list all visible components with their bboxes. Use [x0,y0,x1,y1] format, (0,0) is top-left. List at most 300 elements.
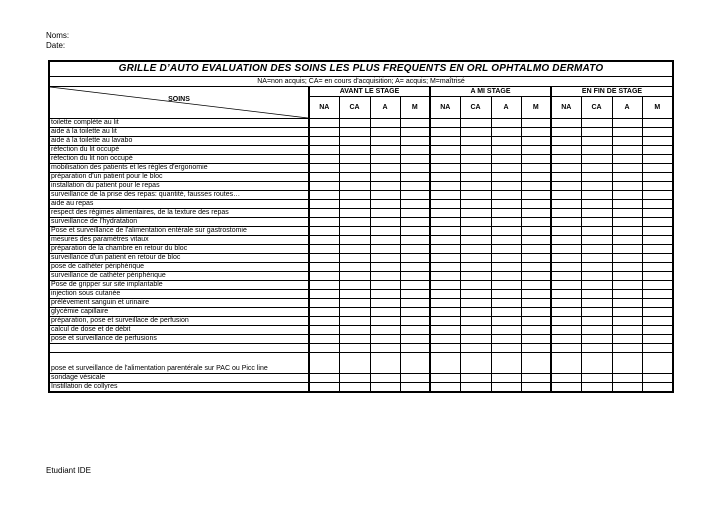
evaluation-cell[interactable] [491,236,521,245]
evaluation-cell[interactable] [370,218,400,227]
evaluation-cell[interactable] [551,281,581,290]
evaluation-cell[interactable] [521,317,551,326]
evaluation-cell[interactable] [339,299,370,308]
evaluation-cell[interactable] [612,263,642,272]
evaluation-cell[interactable] [491,182,521,191]
evaluation-cell[interactable] [612,317,642,326]
evaluation-cell[interactable] [521,254,551,263]
evaluation-cell[interactable] [491,353,521,374]
evaluation-cell[interactable] [551,209,581,218]
evaluation-cell[interactable] [581,254,612,263]
evaluation-cell[interactable] [491,290,521,299]
evaluation-cell[interactable] [612,182,642,191]
evaluation-cell[interactable] [370,236,400,245]
evaluation-cell[interactable] [370,272,400,281]
evaluation-cell[interactable] [581,155,612,164]
evaluation-cell[interactable] [642,200,673,209]
evaluation-cell[interactable] [460,191,491,200]
evaluation-cell[interactable] [491,317,521,326]
evaluation-cell[interactable] [491,281,521,290]
evaluation-cell[interactable] [521,200,551,209]
evaluation-cell[interactable] [309,155,339,164]
evaluation-cell[interactable] [521,344,551,353]
evaluation-cell[interactable] [400,374,430,383]
evaluation-cell[interactable] [521,383,551,393]
evaluation-cell[interactable] [551,128,581,137]
evaluation-cell[interactable] [642,263,673,272]
evaluation-cell[interactable] [430,281,460,290]
evaluation-cell[interactable] [521,191,551,200]
evaluation-cell[interactable] [642,290,673,299]
evaluation-cell[interactable] [551,353,581,374]
evaluation-cell[interactable] [521,164,551,173]
evaluation-cell[interactable] [642,335,673,344]
evaluation-cell[interactable] [430,374,460,383]
evaluation-cell[interactable] [309,326,339,335]
evaluation-cell[interactable] [642,119,673,128]
evaluation-cell[interactable] [370,308,400,317]
evaluation-cell[interactable] [339,209,370,218]
evaluation-cell[interactable] [491,299,521,308]
evaluation-cell[interactable] [521,353,551,374]
evaluation-cell[interactable] [581,218,612,227]
evaluation-cell[interactable] [642,137,673,146]
evaluation-cell[interactable] [430,182,460,191]
evaluation-cell[interactable] [581,182,612,191]
evaluation-cell[interactable] [370,200,400,209]
evaluation-cell[interactable] [309,119,339,128]
evaluation-cell[interactable] [581,263,612,272]
evaluation-cell[interactable] [612,128,642,137]
evaluation-cell[interactable] [521,290,551,299]
evaluation-cell[interactable] [430,245,460,254]
evaluation-cell[interactable] [460,254,491,263]
evaluation-cell[interactable] [339,326,370,335]
evaluation-cell[interactable] [642,272,673,281]
evaluation-cell[interactable] [521,218,551,227]
evaluation-cell[interactable] [339,119,370,128]
evaluation-cell[interactable] [339,146,370,155]
evaluation-cell[interactable] [491,164,521,173]
evaluation-cell[interactable] [612,227,642,236]
evaluation-cell[interactable] [551,308,581,317]
evaluation-cell[interactable] [400,290,430,299]
evaluation-cell[interactable] [460,209,491,218]
evaluation-cell[interactable] [491,272,521,281]
evaluation-cell[interactable] [460,263,491,272]
evaluation-cell[interactable] [642,326,673,335]
evaluation-cell[interactable] [430,191,460,200]
evaluation-cell[interactable] [491,344,521,353]
evaluation-cell[interactable] [400,191,430,200]
evaluation-cell[interactable] [309,254,339,263]
evaluation-cell[interactable] [491,383,521,393]
evaluation-cell[interactable] [309,182,339,191]
evaluation-cell[interactable] [551,137,581,146]
evaluation-cell[interactable] [612,173,642,182]
evaluation-cell[interactable] [460,119,491,128]
evaluation-cell[interactable] [370,227,400,236]
evaluation-cell[interactable] [339,155,370,164]
evaluation-cell[interactable] [521,272,551,281]
evaluation-cell[interactable] [642,353,673,374]
evaluation-cell[interactable] [581,128,612,137]
evaluation-cell[interactable] [612,119,642,128]
evaluation-cell[interactable] [491,137,521,146]
evaluation-cell[interactable] [460,272,491,281]
evaluation-cell[interactable] [491,308,521,317]
evaluation-cell[interactable] [370,290,400,299]
evaluation-cell[interactable] [370,335,400,344]
evaluation-cell[interactable] [430,164,460,173]
evaluation-cell[interactable] [521,335,551,344]
evaluation-cell[interactable] [400,254,430,263]
evaluation-cell[interactable] [309,344,339,353]
evaluation-cell[interactable] [491,146,521,155]
evaluation-cell[interactable] [581,200,612,209]
evaluation-cell[interactable] [642,173,673,182]
evaluation-cell[interactable] [400,281,430,290]
evaluation-cell[interactable] [309,137,339,146]
evaluation-cell[interactable] [460,308,491,317]
evaluation-cell[interactable] [521,326,551,335]
evaluation-cell[interactable] [521,299,551,308]
evaluation-cell[interactable] [521,308,551,317]
evaluation-cell[interactable] [430,137,460,146]
evaluation-cell[interactable] [430,299,460,308]
evaluation-cell[interactable] [339,344,370,353]
evaluation-cell[interactable] [309,218,339,227]
evaluation-cell[interactable] [339,164,370,173]
evaluation-cell[interactable] [339,374,370,383]
evaluation-cell[interactable] [309,164,339,173]
evaluation-cell[interactable] [460,182,491,191]
evaluation-cell[interactable] [581,317,612,326]
evaluation-cell[interactable] [521,128,551,137]
evaluation-cell[interactable] [339,182,370,191]
evaluation-cell[interactable] [581,236,612,245]
evaluation-cell[interactable] [370,155,400,164]
evaluation-cell[interactable] [309,263,339,272]
evaluation-cell[interactable] [339,317,370,326]
evaluation-cell[interactable] [642,191,673,200]
evaluation-cell[interactable] [430,353,460,374]
evaluation-cell[interactable] [460,218,491,227]
evaluation-cell[interactable] [551,335,581,344]
evaluation-cell[interactable] [491,335,521,344]
evaluation-cell[interactable] [309,281,339,290]
evaluation-cell[interactable] [400,335,430,344]
evaluation-cell[interactable] [612,200,642,209]
evaluation-cell[interactable] [370,137,400,146]
evaluation-cell[interactable] [460,200,491,209]
evaluation-cell[interactable] [309,308,339,317]
evaluation-cell[interactable] [551,344,581,353]
evaluation-cell[interactable] [642,218,673,227]
evaluation-cell[interactable] [642,245,673,254]
evaluation-cell[interactable] [460,335,491,344]
evaluation-cell[interactable] [581,272,612,281]
evaluation-cell[interactable] [430,227,460,236]
evaluation-cell[interactable] [309,374,339,383]
evaluation-cell[interactable] [370,374,400,383]
evaluation-cell[interactable] [460,155,491,164]
evaluation-cell[interactable] [430,344,460,353]
evaluation-cell[interactable] [460,383,491,393]
evaluation-cell[interactable] [460,290,491,299]
evaluation-cell[interactable] [642,281,673,290]
evaluation-cell[interactable] [400,209,430,218]
evaluation-cell[interactable] [551,155,581,164]
evaluation-cell[interactable] [521,245,551,254]
evaluation-cell[interactable] [642,146,673,155]
evaluation-cell[interactable] [612,299,642,308]
evaluation-cell[interactable] [491,200,521,209]
evaluation-cell[interactable] [460,173,491,182]
evaluation-cell[interactable] [551,164,581,173]
evaluation-cell[interactable] [612,236,642,245]
evaluation-cell[interactable] [551,272,581,281]
evaluation-cell[interactable] [400,299,430,308]
evaluation-cell[interactable] [551,317,581,326]
evaluation-cell[interactable] [521,182,551,191]
evaluation-cell[interactable] [521,137,551,146]
evaluation-cell[interactable] [551,236,581,245]
evaluation-cell[interactable] [430,119,460,128]
evaluation-cell[interactable] [370,299,400,308]
evaluation-cell[interactable] [581,146,612,155]
evaluation-cell[interactable] [551,173,581,182]
evaluation-cell[interactable] [581,164,612,173]
evaluation-cell[interactable] [612,290,642,299]
evaluation-cell[interactable] [491,374,521,383]
evaluation-cell[interactable] [400,182,430,191]
evaluation-cell[interactable] [400,155,430,164]
evaluation-cell[interactable] [460,281,491,290]
evaluation-cell[interactable] [370,173,400,182]
evaluation-cell[interactable] [521,173,551,182]
evaluation-cell[interactable] [309,383,339,393]
evaluation-cell[interactable] [551,200,581,209]
evaluation-cell[interactable] [339,128,370,137]
evaluation-cell[interactable] [642,344,673,353]
evaluation-cell[interactable] [551,182,581,191]
evaluation-cell[interactable] [642,254,673,263]
evaluation-cell[interactable] [612,281,642,290]
evaluation-cell[interactable] [460,137,491,146]
evaluation-cell[interactable] [521,263,551,272]
evaluation-cell[interactable] [400,200,430,209]
evaluation-cell[interactable] [370,128,400,137]
evaluation-cell[interactable] [400,173,430,182]
evaluation-cell[interactable] [642,383,673,393]
evaluation-cell[interactable] [339,308,370,317]
evaluation-cell[interactable] [581,281,612,290]
evaluation-cell[interactable] [521,146,551,155]
evaluation-cell[interactable] [491,173,521,182]
evaluation-cell[interactable] [430,317,460,326]
evaluation-cell[interactable] [612,272,642,281]
evaluation-cell[interactable] [581,308,612,317]
evaluation-cell[interactable] [309,227,339,236]
evaluation-cell[interactable] [642,374,673,383]
evaluation-cell[interactable] [370,344,400,353]
evaluation-cell[interactable] [400,146,430,155]
evaluation-cell[interactable] [491,128,521,137]
evaluation-cell[interactable] [430,173,460,182]
evaluation-cell[interactable] [370,182,400,191]
evaluation-cell[interactable] [521,155,551,164]
evaluation-cell[interactable] [430,308,460,317]
evaluation-cell[interactable] [430,383,460,393]
evaluation-cell[interactable] [491,209,521,218]
evaluation-cell[interactable] [400,308,430,317]
evaluation-cell[interactable] [642,299,673,308]
evaluation-cell[interactable] [581,344,612,353]
evaluation-cell[interactable] [551,218,581,227]
evaluation-cell[interactable] [339,353,370,374]
evaluation-cell[interactable] [309,272,339,281]
evaluation-cell[interactable] [642,164,673,173]
evaluation-cell[interactable] [370,209,400,218]
evaluation-cell[interactable] [309,146,339,155]
evaluation-cell[interactable] [400,353,430,374]
evaluation-cell[interactable] [612,137,642,146]
evaluation-cell[interactable] [309,290,339,299]
evaluation-cell[interactable] [309,209,339,218]
evaluation-cell[interactable] [521,236,551,245]
evaluation-cell[interactable] [339,191,370,200]
evaluation-cell[interactable] [642,128,673,137]
evaluation-cell[interactable] [460,353,491,374]
evaluation-cell[interactable] [309,191,339,200]
evaluation-cell[interactable] [642,308,673,317]
evaluation-cell[interactable] [309,236,339,245]
evaluation-cell[interactable] [612,164,642,173]
evaluation-cell[interactable] [612,353,642,374]
evaluation-cell[interactable] [581,383,612,393]
evaluation-cell[interactable] [581,209,612,218]
evaluation-cell[interactable] [430,254,460,263]
evaluation-cell[interactable] [460,245,491,254]
evaluation-cell[interactable] [309,128,339,137]
evaluation-cell[interactable] [339,263,370,272]
evaluation-cell[interactable] [430,200,460,209]
evaluation-cell[interactable] [460,236,491,245]
evaluation-cell[interactable] [370,164,400,173]
evaluation-cell[interactable] [339,137,370,146]
evaluation-cell[interactable] [612,209,642,218]
evaluation-cell[interactable] [309,245,339,254]
evaluation-cell[interactable] [370,326,400,335]
evaluation-cell[interactable] [339,254,370,263]
evaluation-cell[interactable] [551,254,581,263]
evaluation-cell[interactable] [551,299,581,308]
evaluation-cell[interactable] [612,344,642,353]
evaluation-cell[interactable] [581,191,612,200]
evaluation-cell[interactable] [551,191,581,200]
evaluation-cell[interactable] [581,137,612,146]
evaluation-cell[interactable] [430,272,460,281]
evaluation-cell[interactable] [521,119,551,128]
evaluation-cell[interactable] [339,290,370,299]
evaluation-cell[interactable] [370,254,400,263]
evaluation-cell[interactable] [581,374,612,383]
evaluation-cell[interactable] [400,263,430,272]
evaluation-cell[interactable] [612,254,642,263]
evaluation-cell[interactable] [339,227,370,236]
evaluation-cell[interactable] [642,209,673,218]
evaluation-cell[interactable] [491,245,521,254]
evaluation-cell[interactable] [581,245,612,254]
evaluation-cell[interactable] [400,236,430,245]
evaluation-cell[interactable] [642,227,673,236]
evaluation-cell[interactable] [491,254,521,263]
evaluation-cell[interactable] [430,236,460,245]
evaluation-cell[interactable] [551,263,581,272]
evaluation-cell[interactable] [430,128,460,137]
evaluation-cell[interactable] [309,335,339,344]
evaluation-cell[interactable] [430,209,460,218]
evaluation-cell[interactable] [581,119,612,128]
evaluation-cell[interactable] [491,191,521,200]
evaluation-cell[interactable] [642,317,673,326]
evaluation-cell[interactable] [612,146,642,155]
evaluation-cell[interactable] [400,119,430,128]
evaluation-cell[interactable] [581,353,612,374]
evaluation-cell[interactable] [521,374,551,383]
evaluation-cell[interactable] [460,299,491,308]
evaluation-cell[interactable] [339,173,370,182]
evaluation-cell[interactable] [581,290,612,299]
evaluation-cell[interactable] [551,146,581,155]
evaluation-cell[interactable] [491,155,521,164]
evaluation-cell[interactable] [460,128,491,137]
evaluation-cell[interactable] [612,326,642,335]
evaluation-cell[interactable] [551,227,581,236]
evaluation-cell[interactable] [430,290,460,299]
evaluation-cell[interactable] [400,227,430,236]
evaluation-cell[interactable] [612,218,642,227]
evaluation-cell[interactable] [581,299,612,308]
evaluation-cell[interactable] [460,227,491,236]
evaluation-cell[interactable] [309,299,339,308]
evaluation-cell[interactable] [491,119,521,128]
evaluation-cell[interactable] [551,119,581,128]
evaluation-cell[interactable] [370,191,400,200]
evaluation-cell[interactable] [430,155,460,164]
evaluation-cell[interactable] [581,335,612,344]
evaluation-cell[interactable] [400,272,430,281]
evaluation-cell[interactable] [370,146,400,155]
evaluation-cell[interactable] [551,326,581,335]
evaluation-cell[interactable] [642,182,673,191]
evaluation-cell[interactable] [551,374,581,383]
evaluation-cell[interactable] [521,281,551,290]
evaluation-cell[interactable] [400,344,430,353]
evaluation-cell[interactable] [491,326,521,335]
evaluation-cell[interactable] [400,164,430,173]
evaluation-cell[interactable] [309,173,339,182]
evaluation-cell[interactable] [370,383,400,393]
evaluation-cell[interactable] [460,326,491,335]
evaluation-cell[interactable] [581,326,612,335]
evaluation-cell[interactable] [612,374,642,383]
evaluation-cell[interactable] [400,245,430,254]
evaluation-cell[interactable] [339,236,370,245]
evaluation-cell[interactable] [339,218,370,227]
evaluation-cell[interactable] [430,263,460,272]
